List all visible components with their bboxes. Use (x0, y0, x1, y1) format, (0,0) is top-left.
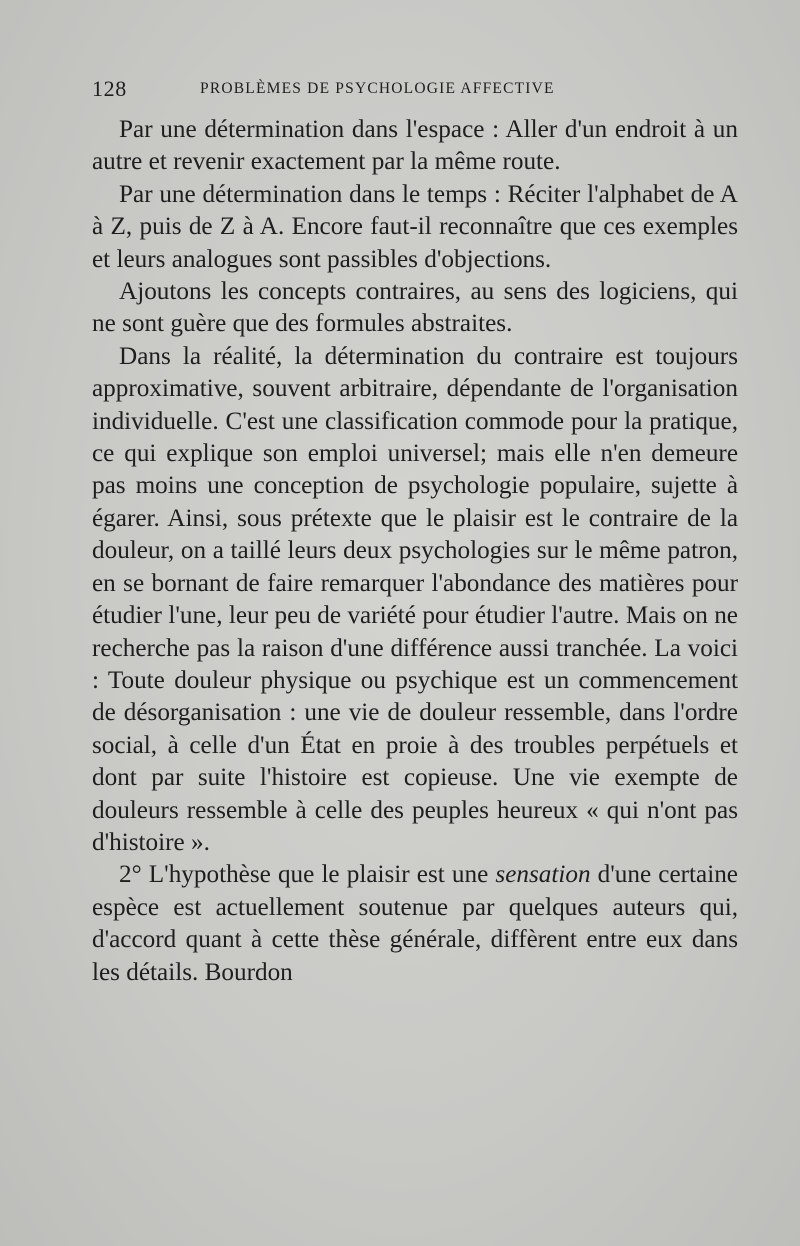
page-number: 128 (92, 76, 127, 101)
body-text (92, 114, 738, 989)
paragraph-reality-of-contraries: Dans la réalité, la détermination du contraire est toujours approximative, souvent arbitraire, dépendante de l'organisation individuelle. C'est une classification commode pour la pratique, ce qui explique son emploi universel; mais elle n'en demeure pas moins une conception de psychologie populaire, sujette à égarer. Ainsi, sous prétexte que le plaisir est le contraire de la douleur, on a taillé leurs deux psychologies sur le même patron, en se bornant de faire remarquer l'abondance des matières pour étudier l'une, leur peu de variété pour étudier l'autre. Mais on ne recherche pas la raison d'une différence aussi tranchée. La voici : Toute douleur physique ou psychique est un commencement de désorganisation : une vie de douleur ressemble, dans l'ordre social, à celle d'un État en proie à des troubles perpétuels et dont par suite l'histoire est copieuse. Une vie exempte de douleurs ressemble à celle des peuples heureux « qui n'ont pas d'histoire ». (92, 342, 738, 856)
running-head (92, 74, 738, 104)
italic-term-sensation: sensation (495, 861, 591, 889)
paragraph-time-example: Par une détermination dans le temps : Réciter l'alphabet de A à Z, puis de Z à A. Encore faut-il reconnaître que ces exemples et leurs analogues sont passibles d'objections. (92, 180, 738, 273)
paragraph-logical-contraries: Ajoutons les concepts contraires, au sens des logiciens, qui ne sont guère que des formules abstraites. (92, 278, 738, 338)
running-title: PROBLÈMES DE PSYCHOLOGIE AFFECTIVE (200, 80, 555, 97)
paragraph-pleasure-hypothesis (92, 859, 738, 989)
page-content (92, 74, 738, 989)
paragraph-space-example: Par une détermination dans l'espace : Aller d'un endroit à un autre et revenir exactement par la même route. (92, 116, 738, 176)
paragraph-pleasure-hypothesis-start: 2° L'hypothèse que le plaisir est une (119, 861, 496, 889)
paragraph-pleasure-hypothesis-end: d'une certaine espèce est actuellement soutenue par quelques auteurs qui, d'accord quant à cette thèse générale, diffèrent entre eux dans les détails. Bourdon (92, 861, 738, 986)
